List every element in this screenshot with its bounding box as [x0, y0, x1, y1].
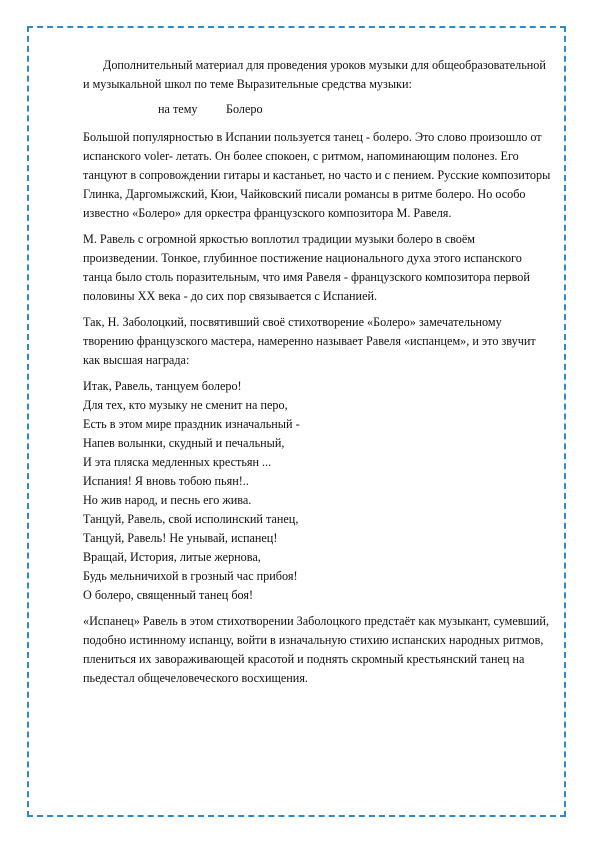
poem-line: Есть в этом мире праздник изначальный - [83, 417, 300, 431]
poem-line: Напев волынки, скудный и печальный, [83, 436, 285, 450]
document-body [83, 56, 553, 695]
paragraph-closing: «Испанец» Равель в этом стихотворении Заболоцкого предстаёт как музыкант, сумевший, подобно истинному испанцу, войти в изначальную стихию испанских народных ритмов, плениться их завораживающей красотой и поднять скромный крестьянский танец на пьедестал общечеловеческого восхищения. [83, 614, 549, 685]
poem-line: Танцуй, Равель! Не унывай, испанец! [83, 531, 278, 545]
poem-line: Танцуй, Равель, свой исполинский танец, [83, 512, 299, 526]
poem-line: О болеро, священный танец боя! [83, 588, 254, 602]
topic-title: Болеро [226, 102, 263, 116]
topic-label: на тему [158, 102, 198, 116]
poem-line: Для тех, кто музыку не сменит на перо, [83, 398, 288, 412]
poem-line: И эта пляска медленных крестьян ... [83, 455, 272, 469]
paragraph-intro: Большой популярностью в Испании пользуется танец - болеро. Это слово произошло от испанского voler- летать. Он более спокоен, с ритмом, напоминающим полонез. Его танцуют в сопровождении гитары и кастаньет, но часто и с пением. Русские композиторы Глинка, Даргомыжский, Кюи, Чайковский писали романсы в ритме болеро. Но особо известно «Болеро» для оркестра французского композитора М. Равеля. [83, 130, 551, 220]
paragraph-zabolotsky: Так, Н. Заболоцкий, посвятивший своё стихотворение «Болеро» замечательному творению французского мастера, намеренно называет Равеля «испанцем», и это звучит как высшая награда: [83, 315, 536, 367]
poem-line: Но жив народ, и песнь его жива. [83, 493, 252, 507]
document-subheading [83, 94, 553, 124]
paragraph-ravel: М. Равель с огромной яркостью воплотил традиции музыки болеро в своём произведении. Тонкое, глубинное постижение национального духа этого испанского танца было столь поразительным, что имя Равеля - французского композитора первой половины XX века - до сих пор связывается с Испанией. [83, 232, 530, 303]
poem-line: Вращай, История, литые жернова, [83, 550, 261, 564]
poem-line: Будь мельничихой в грозный час прибоя! [83, 569, 298, 583]
poem-line: Испания! Я вновь тобою пьян!.. [83, 474, 249, 488]
poem-line: Итак, Равель, танцуем болеро! [83, 379, 242, 393]
poem-block [83, 377, 553, 605]
document-heading: Дополнительный материал для проведения уроков музыки для общеобразовательной и музыкальной школ по теме Выразительные средства музыки: [83, 58, 546, 91]
